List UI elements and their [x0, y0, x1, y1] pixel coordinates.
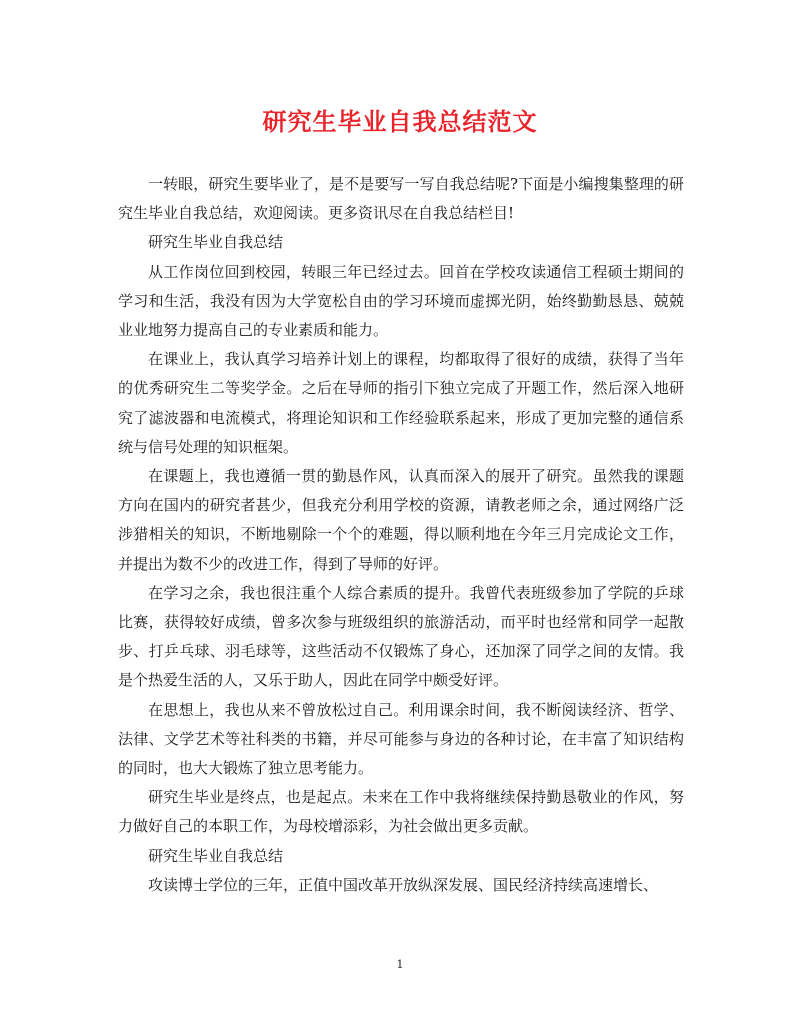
document-body	[118, 170, 684, 900]
paragraph: 从工作岗位回到校园，转眼三年已经过去。回首在学校攻读通信工程硕士期间的学习和生活，我没有因为大学宽松自由的学习环境而虚掷光阴，始终勤勤恳恳、兢兢业业地努力提高自己的专业素质和能力。	[118, 262, 684, 340]
paragraph: 攻读博士学位的三年，正值中国改革开放纵深发展、国民经济持续高速增长、	[148, 875, 659, 894]
document-title: 研究生毕业自我总结范文	[262, 107, 538, 136]
page-number: 1	[396, 958, 404, 971]
paragraph: 在思想上，我也从来不曾放松过自己。利用课余时间，我不断阅读经济、哲学、法律、文学艺术等社科类的书籍，并尽可能参与身边的各种讨论，在丰富了知识结构的同时，也大大锻炼了独立思考能力。	[118, 700, 684, 778]
paragraph: 研究生毕业是终点，也是起点。未来在工作中我将继续保持勤恳敬业的作风，努力做好自己的本职工作，为母校增添彩，为社会做出更多贡献。	[118, 788, 684, 836]
section-heading-2: 研究生毕业自我总结	[148, 846, 284, 865]
paragraph: 在课业上，我认真学习培养计划上的课程，均都取得了很好的成绩，获得了当年的优秀研究生二等奖学金。之后在导师的指引下独立完成了开题工作，然后深入地研究了滤波器和电流模式，将理论知识和工作经验联系起来，形成了更加完整的通信系统与信号处理的知识框架。	[118, 350, 684, 456]
section-heading-1: 研究生毕业自我总结	[148, 233, 284, 252]
paragraph: 在课题上，我也遵循一贯的勤恳作风，认真而深入的展开了研究。虽然我的课题方向在国内的研究者甚少，但我充分利用学校的资源，请教老师之余，通过网络广泛涉猎相关的知识，不断地剔除一个个的难题，得以顺利地在今年三月完成论文工作，并提出为数不少的改进工作，得到了导师的好评。	[118, 467, 684, 573]
paragraph: 在学习之余，我也很注重个人综合素质的提升。我曾代表班级参加了学院的乒球比赛，获得较好成绩，曾多次参与班级组织的旅游活动，而平时也经常和同学一起散步、打乒乓球、羽毛球等，这些活动不仅锻炼了身心，还加深了同学之间的友情。我是个热爱生活的人，又乐于助人，因此在同学中颇受好评。	[118, 583, 684, 690]
paragraph-intro: 一转眼，研究生要毕业了，是不是要写一写自我总结呢?下面是小编搜集整理的研究生毕业自我总结，欢迎阅读。更多资讯尽在自我总结栏目!	[118, 175, 684, 223]
